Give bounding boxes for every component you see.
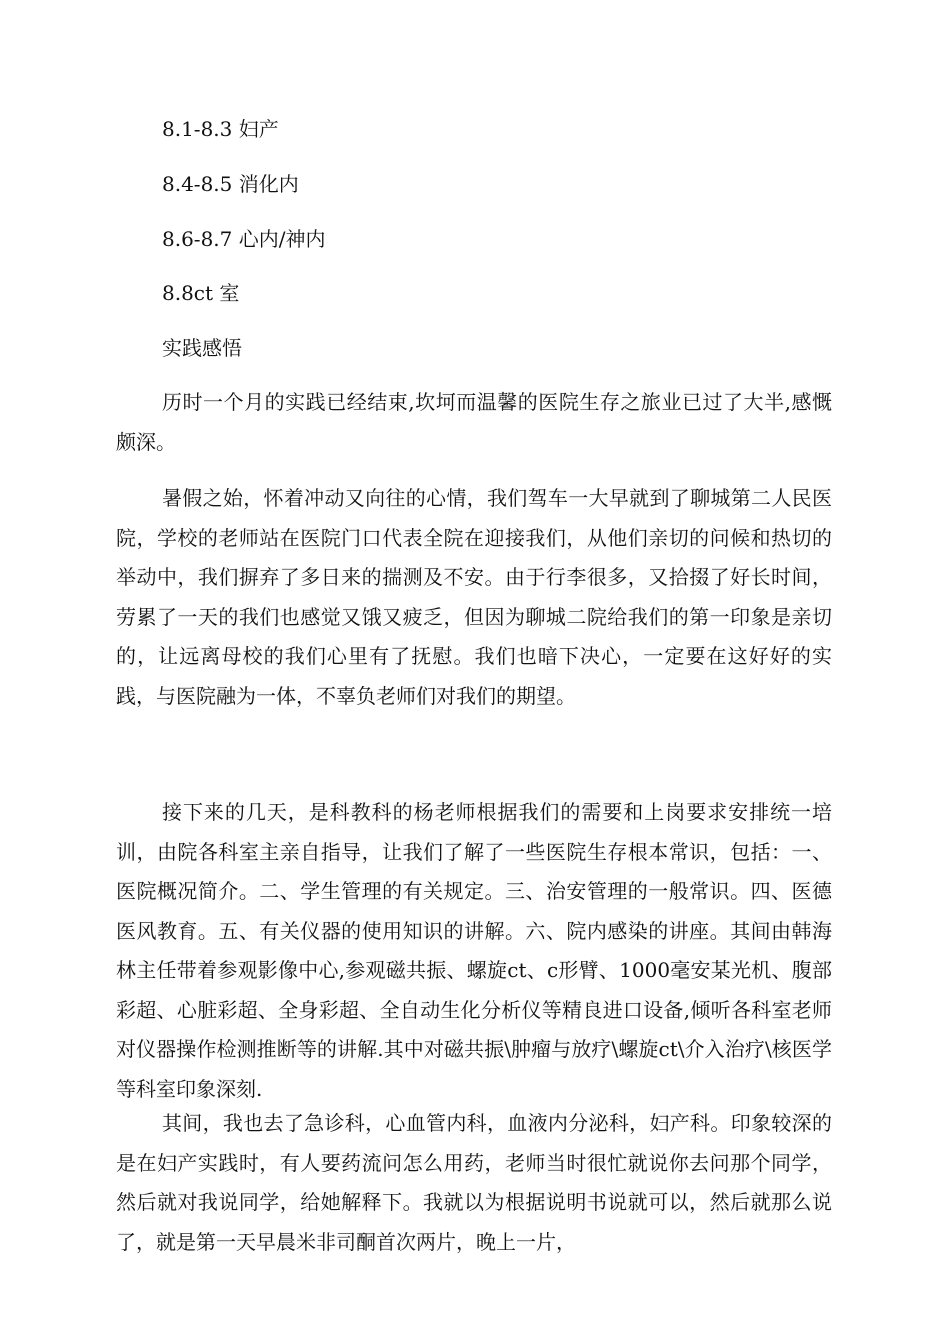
schedule-item: 8.8ct 室 xyxy=(162,281,240,305)
schedule-item: 8.6-8.7 心内/神内 xyxy=(162,227,326,251)
paragraph: 其间，我也去了急诊科，心血管内科，血液内分泌科，妇产科。印象较深的是在妇产实践时，有人要药流问怎么用药，老师当时很忙就说你去问那个同学，然后就对我说同学，给她解释下。我就以为根据说明书说就可以，然后就那么说了，就是第一天早晨米非司酮首次两片，晚上一片， xyxy=(116,1111,832,1254)
section-title: 实践感悟 xyxy=(162,336,242,360)
paragraph: 接下来的几天，是科教科的杨老师根据我们的需要和上岗要求安排统一培训，由院各科室主亲自指导，让我们了解了一些医院生存根本常识，包括：一、医院概况简介。二、学生管理的有关规定。三、治安管理的一般常识。四、医德医风教育。五、有关仪器的使用知识的讲解。六、院内感染的讲座。其间由韩海林主任带着参观影像中心,参观磁共振、螺旋ct、c形臂、1000毫安某光机、腹部彩超、心脏彩超、全身彩超、全自动生化分析仪等精良进口设备,倾听各科室老师对仪器操作检测推断等的讲解.其中对磁共振\肿瘤与放疗\螺旋ct\介入治疗\核医学等科室印象深刻. xyxy=(116,800,832,1101)
paragraph: 暑假之始，怀着冲动又向往的心情，我们驾车一大早就到了聊城第二人民医院，学校的老师站在医院门口代表全院在迎接我们，从他们亲切的问候和热切的举动中，我们摒弃了多日来的揣测及不安。由于行李很多，又拾掇了好长时间，劳累了一天的我们也感觉又饿又疲乏，但因为聊城二院给我们的第一印象是亲切的，让远离母校的我们心里有了抚慰。我们也暗下决心，一定要在这好好的实践，与医院融为一体，不辜负老师们对我们的期望。 xyxy=(116,486,832,708)
paragraph: 历时一个月的实践已经结束,坎坷而温馨的医院生存之旅业已过了大半,感慨颇深。 xyxy=(116,390,832,454)
schedule-item: 8.1-8.3 妇产 xyxy=(162,117,279,141)
schedule-item: 8.4-8.5 消化内 xyxy=(162,172,299,196)
